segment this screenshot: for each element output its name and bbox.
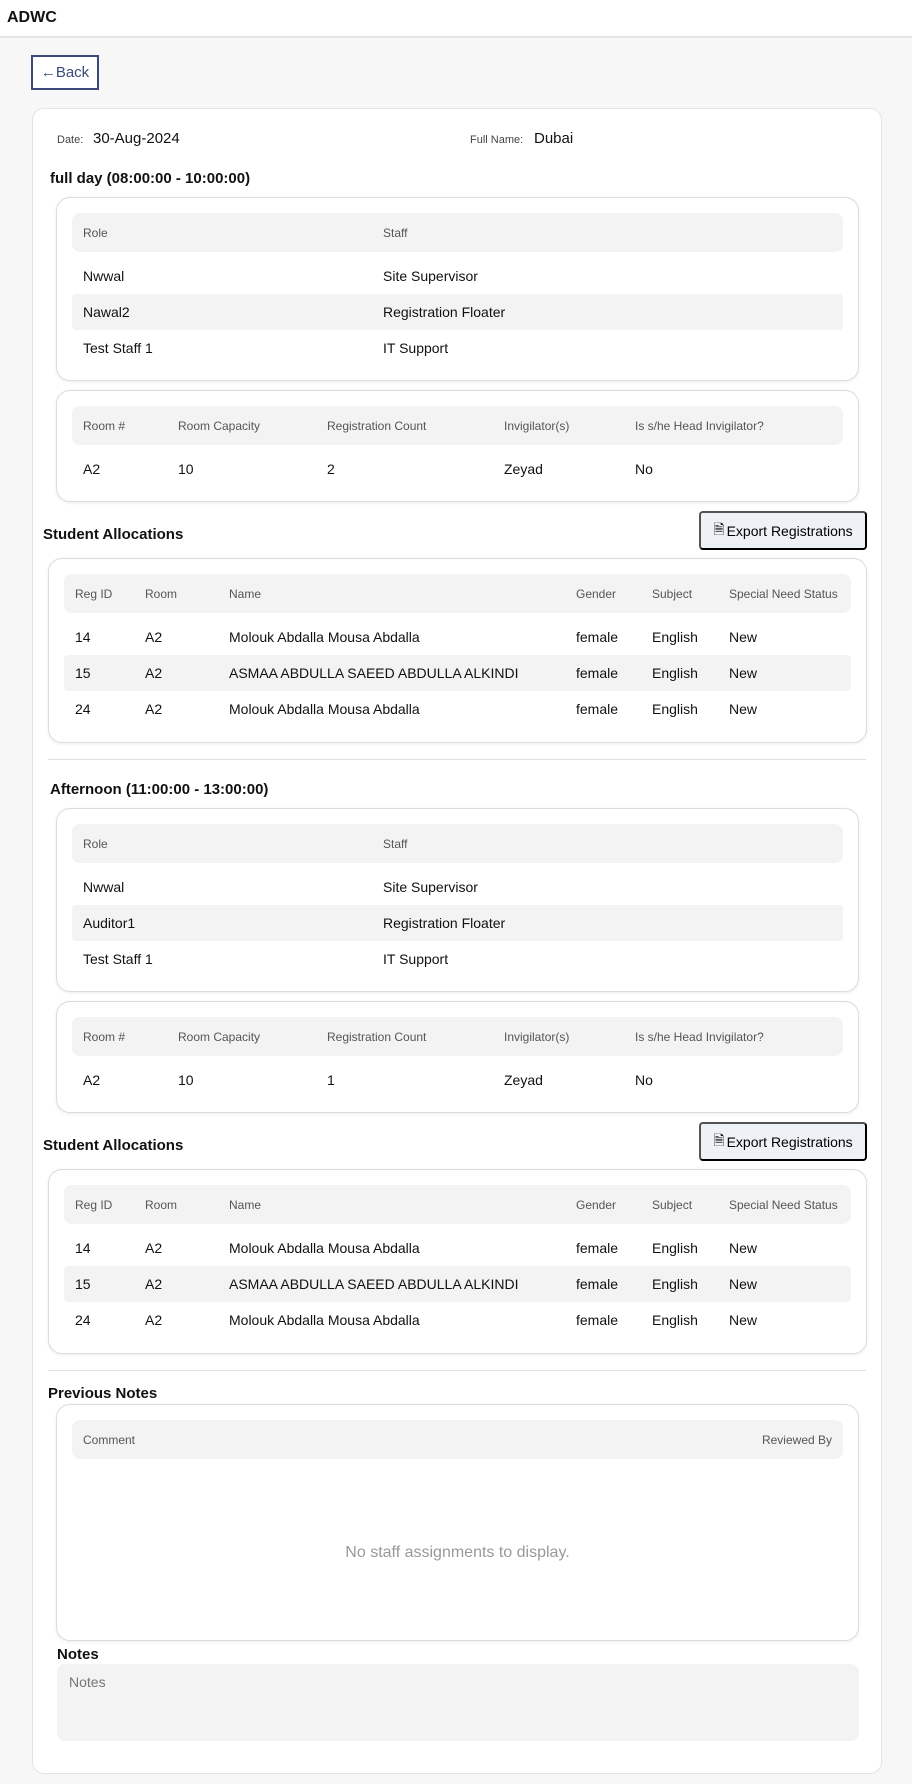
table-cell: A2	[83, 461, 101, 477]
table-cell: Test Staff 1	[83, 340, 153, 356]
table-cell: A2	[145, 1276, 163, 1292]
table-cell: Registration Floater	[383, 304, 506, 320]
staff-table	[56, 808, 859, 992]
table-cell: A2	[145, 1312, 163, 1328]
previous-notes-table	[56, 1404, 859, 1641]
table-cell: Nwwal	[83, 879, 125, 895]
table-cell: 14	[75, 1240, 91, 1256]
table-cell: 14	[75, 629, 91, 645]
table-cell: female	[576, 701, 619, 717]
table-row	[72, 941, 843, 977]
column-header: Invigilator(s)	[504, 1029, 570, 1044]
table-cell: female	[576, 1276, 619, 1292]
column-header: Room #	[83, 418, 126, 433]
column-header: Is s/he Head Invigilator?	[635, 418, 764, 433]
table-cell: New	[729, 629, 758, 645]
export-registrations-button[interactable]	[699, 511, 867, 550]
section-divider	[48, 759, 866, 760]
student-allocations-table	[48, 1169, 867, 1354]
table-row	[64, 1266, 851, 1302]
section-divider	[48, 1370, 866, 1371]
notes-title: Notes	[57, 1646, 99, 1663]
table-cell: IT Support	[383, 951, 449, 967]
table-cell: 10	[178, 461, 194, 477]
previous-notes-title: Previous Notes	[48, 1385, 158, 1402]
table-cell: female	[576, 665, 619, 681]
table-cell: female	[576, 1312, 619, 1328]
table-cell: Molouk Abdalla Mousa Abdalla	[229, 701, 420, 717]
column-header: Subject	[652, 586, 693, 601]
table-row	[72, 905, 843, 941]
table-header	[64, 574, 851, 613]
column-header: Role	[83, 225, 108, 240]
table-cell: English	[652, 629, 698, 645]
session-title: full day (08:00:00 - 10:00:00)	[50, 170, 251, 187]
table-cell: English	[652, 1276, 698, 1292]
column-header: Gender	[576, 1197, 617, 1212]
app-header	[0, 0, 912, 38]
table-cell: 24	[75, 1312, 91, 1328]
table-cell: ASMAA ABDULLA SAEED ABDULLA ALKINDI	[229, 1276, 519, 1292]
column-header: Is s/he Head Invigilator?	[635, 1029, 764, 1044]
table-cell: A2	[145, 701, 163, 717]
column-header: Reg ID	[75, 1197, 113, 1212]
student-allocations-title: Student Allocations	[43, 526, 184, 543]
export-file-icon: 🗎	[713, 1131, 725, 1148]
table-header	[72, 824, 843, 863]
column-header: Special Need Status	[729, 1197, 838, 1212]
column-header: Room #	[83, 1029, 126, 1044]
table-cell: 10	[178, 1072, 194, 1088]
table-cell: English	[652, 701, 698, 717]
staff-table	[56, 197, 859, 381]
table-cell: Molouk Abdalla Mousa Abdalla	[229, 1240, 420, 1256]
table-row	[72, 451, 843, 487]
notes-input[interactable]	[57, 1664, 859, 1741]
table-row	[64, 655, 851, 691]
app-title: ADWC	[7, 9, 57, 26]
column-header: Special Need Status	[729, 586, 838, 601]
session-title: Afternoon (11:00:00 - 13:00:00)	[50, 781, 269, 798]
student-allocations-table	[48, 558, 867, 743]
export-file-icon: 🗎	[713, 520, 725, 537]
header-reviewed-by: Reviewed By	[761, 1432, 832, 1447]
table-cell: New	[729, 1276, 758, 1292]
table-row	[72, 258, 843, 294]
column-header: Registration Count	[327, 418, 427, 433]
table-cell: Site Supervisor	[383, 268, 478, 284]
table-row	[72, 1062, 843, 1098]
column-header: Gender	[576, 586, 617, 601]
rooms-table	[56, 390, 859, 502]
table-cell: IT Support	[383, 340, 449, 356]
table-row	[64, 1302, 851, 1338]
table-cell: Registration Floater	[383, 915, 506, 931]
exam-detail-card	[32, 108, 882, 1774]
table-cell: A2	[145, 665, 163, 681]
table-cell: Nawal2	[83, 304, 130, 320]
empty-message: No staff assignments to display.	[345, 1544, 570, 1561]
table-row	[64, 619, 851, 655]
table-cell: A2	[145, 629, 163, 645]
table-cell: Test Staff 1	[83, 951, 153, 967]
table-cell: Zeyad	[504, 461, 543, 477]
column-header: Reg ID	[75, 586, 113, 601]
student-allocations-title: Student Allocations	[43, 1137, 184, 1154]
column-header: Subject	[652, 1197, 693, 1212]
table-row	[64, 691, 851, 727]
column-header: Name	[229, 1197, 262, 1212]
column-header: Room	[145, 1197, 178, 1212]
table-cell: New	[729, 1312, 758, 1328]
table-header	[72, 406, 843, 445]
column-header: Invigilator(s)	[504, 418, 570, 433]
table-cell: female	[576, 629, 619, 645]
full-name-label: Full Name:	[470, 134, 524, 146]
table-row	[72, 869, 843, 905]
table-cell: 15	[75, 1276, 91, 1292]
table-header	[72, 1420, 843, 1459]
header-comment: Comment	[83, 1432, 136, 1447]
table-row	[72, 294, 843, 330]
table-cell: New	[729, 665, 758, 681]
column-header: Staff	[383, 225, 408, 240]
table-cell: 15	[75, 665, 91, 681]
table-header	[64, 1185, 851, 1224]
table-cell: 2	[327, 461, 335, 477]
column-header: Room Capacity	[178, 1029, 261, 1044]
full-name-value: Dubai	[534, 130, 574, 147]
column-header: Name	[229, 586, 262, 601]
table-cell: 24	[75, 701, 91, 717]
back-button[interactable]: ← Back	[31, 55, 99, 90]
table-cell: A2	[145, 1240, 163, 1256]
table-cell: English	[652, 1240, 698, 1256]
table-header	[72, 1017, 843, 1056]
table-row	[72, 330, 843, 366]
table-cell: female	[576, 1240, 619, 1256]
export-label: Export Registrations	[726, 1133, 853, 1150]
table-cell: New	[729, 1240, 758, 1256]
table-cell: Auditor1	[83, 915, 136, 931]
export-label: Export Registrations	[726, 522, 853, 539]
arrow-left-icon: ←	[40, 64, 56, 81]
table-cell: Molouk Abdalla Mousa Abdalla	[229, 629, 420, 645]
column-header: Room Capacity	[178, 418, 261, 433]
table-cell: Nwwal	[83, 268, 125, 284]
table-cell: No	[635, 1072, 653, 1088]
table-row	[64, 1230, 851, 1266]
table-cell: New	[729, 701, 758, 717]
table-cell: Site Supervisor	[383, 879, 478, 895]
table-cell: ASMAA ABDULLA SAEED ABDULLA ALKINDI	[229, 665, 519, 681]
table-cell: Molouk Abdalla Mousa Abdalla	[229, 1312, 420, 1328]
column-header: Role	[83, 836, 108, 851]
table-cell: Zeyad	[504, 1072, 543, 1088]
rooms-table	[56, 1001, 859, 1113]
date-value: 30-Aug-2024	[93, 130, 180, 147]
table-cell: English	[652, 1312, 698, 1328]
table-cell: No	[635, 461, 653, 477]
export-registrations-button[interactable]	[699, 1122, 867, 1161]
table-header	[72, 213, 843, 252]
table-cell: 1	[327, 1072, 335, 1088]
column-header: Staff	[383, 836, 408, 851]
column-header: Room	[145, 586, 178, 601]
table-cell: A2	[83, 1072, 101, 1088]
date-label: Date:	[57, 134, 84, 146]
column-header: Registration Count	[327, 1029, 427, 1044]
table-cell: English	[652, 665, 698, 681]
